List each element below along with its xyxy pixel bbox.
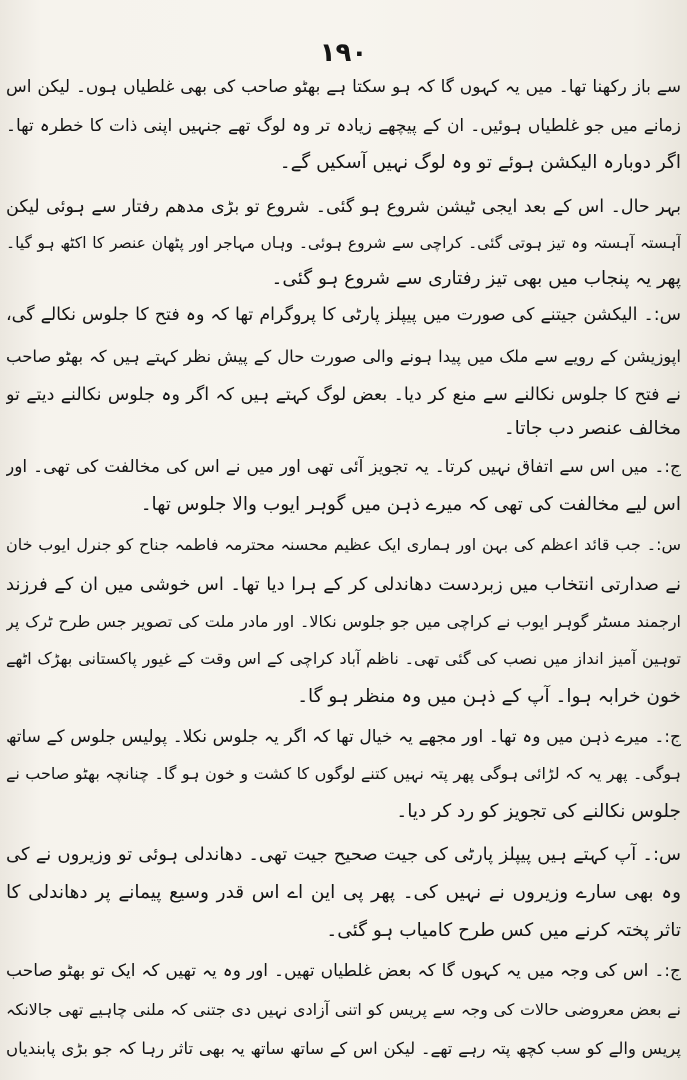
text-line: اگر دوبارہ الیکشن ہوئے تو وہ لوگ نہیں آسکیں گے۔ [279,152,681,173]
text-line: خون خرابہ ہوا۔ آپ کے ذہن میں وہ منظر ہو گا۔ [297,686,681,707]
text-line: ہوگی۔ پھر یہ کہ لڑائی ہوگی پھر پتہ نہیں کتنے لوگوں کا کشت و خون ہو گا۔ چنانچہ بھٹو صاحب نے [6,764,681,783]
text-line: زمانے میں جو غلطیاں ہوئیں۔ ان کے پیچھے زیادہ تر وہ لوگ تھے جنہیں اپنی ذات کا خطرہ تھا۔ [6,116,681,136]
text-line: تاثر پختہ کرنے میں کس طرح کامیاب ہو گئی۔ [326,920,681,941]
text-line: نے صدارتی انتخاب میں زبردست دھاندلی کر کے ہرا دیا تھا۔ اس خوشی میں ان کے فرزند [6,574,681,595]
text-line: سے باز رکھنا تھا۔ میں یہ کہوں گا کہ ہو سکتا ہے بھٹو صاحب کی بھی غلطیاں ہوں۔ لیکن اس [6,77,681,97]
text-line: س:۔ آپ کہتے ہیں پیپلز پارٹی کی جیت صحیح جیت تھی۔ دھاندلی ہوئی تو وزیروں نے کی [6,844,681,865]
text-line: توہین آمیز انداز میں نصب کی گئی تھی۔ ناظم آباد کراچی کے اس وقت کے غیور پاکستانی بھڑک اٹھے [6,649,681,668]
text-line: مخالف عنصر دب جاتا۔ [503,418,681,439]
text-line: جلوس نکالنے کی تجویز کو رد کر دیا۔ [396,801,681,822]
text-line: اس لیے مخالفت کی تھی کہ میرے ذہن میں گوہر ایوب والا جلوس تھا۔ [140,494,681,515]
text-line: نے بعض معروضی حالات کی وجہ سے پریس کو اتنی آزادی نہیں دی جتنی کہ ملنی چاہیے تھی جالانکہ [6,1000,681,1019]
text-line: نے فتح کا جلوس نکالنے سے منع کر دیا۔ بعض لوگ کہتے ہیں کہ اگر وہ جلوس نکالنے دیتے تو [6,385,681,405]
page-number: ۱۹۰ [319,38,368,68]
text-line: اپوزیشن کے رویے سے ملک میں پیدا ہونے والی صورت حال کے پیش نظر کہتے ہیں کہ بھٹو صاحب [6,347,681,366]
text-line: س:۔ الیکشن جیتنے کی صورت میں پیپلز پارٹی کا پروگرام تھا کہ وہ فتح کا جلوس نکالے گی، [6,305,681,325]
text-line: آہستہ آہستہ وہ تیز ہوتی گئی۔ کراچی سے شروع ہوئی۔ وہاں مہاجر اور پٹھان عنصر کا اکٹھ ہو گیا۔ [6,234,681,252]
text-line: پریس والے کو سب کچھ پتہ رہے تھے۔ لیکن اس کے ساتھ ساتھ یہ بھی تاثر رہا کہ جو بڑی پابندیاں [6,1039,681,1058]
text-line: بہر حال۔ اس کے بعد ایجی ٹیشن شروع ہو گئی۔ شروع تو بڑی مدھم رفتار سے ہوئی لیکن [6,197,681,217]
text-line: ارجمند مسٹر گوہر ایوب نے کراچی میں جو جلوس نکالا۔ اور مادر ملت کی تصویر جس طرح ٹرک پر [6,612,681,631]
text-line: وہ بھی سارے وزیروں نے نہیں کی۔ پھر پی این اے اس قدر وسیع پیمانے پر دھاندلی کا [6,882,681,903]
text-line: ج:۔ میرے ذہن میں وہ تھا۔ اور مجھے یہ خیال تھا کہ اگر یہ جلوس نکلا۔ پولیس جلوس کے ساتھ [6,727,681,747]
text-line: ج:۔ اس کی وجہ میں یہ کہوں گا کہ بعض غلطیاں تھیں۔ اور وہ یہ تھیں کہ ایک تو بھٹو صاحب [6,961,681,981]
text-line: س:۔ جب قائد اعظم کی بہن اور ہماری ایک عظیم محسنہ محترمہ فاطمہ جناح کو جنرل ایوب خان [6,535,681,554]
text-line: ج:۔ میں اس سے اتفاق نہیں کرتا۔ یہ تجویز آئی تھی اور میں نے اس کی مخالفت کی تھی۔ اور [6,457,681,477]
text-line: پھر یہ پنجاب میں بھی تیز رفتاری سے شروع ہو گئی۔ [271,268,681,289]
